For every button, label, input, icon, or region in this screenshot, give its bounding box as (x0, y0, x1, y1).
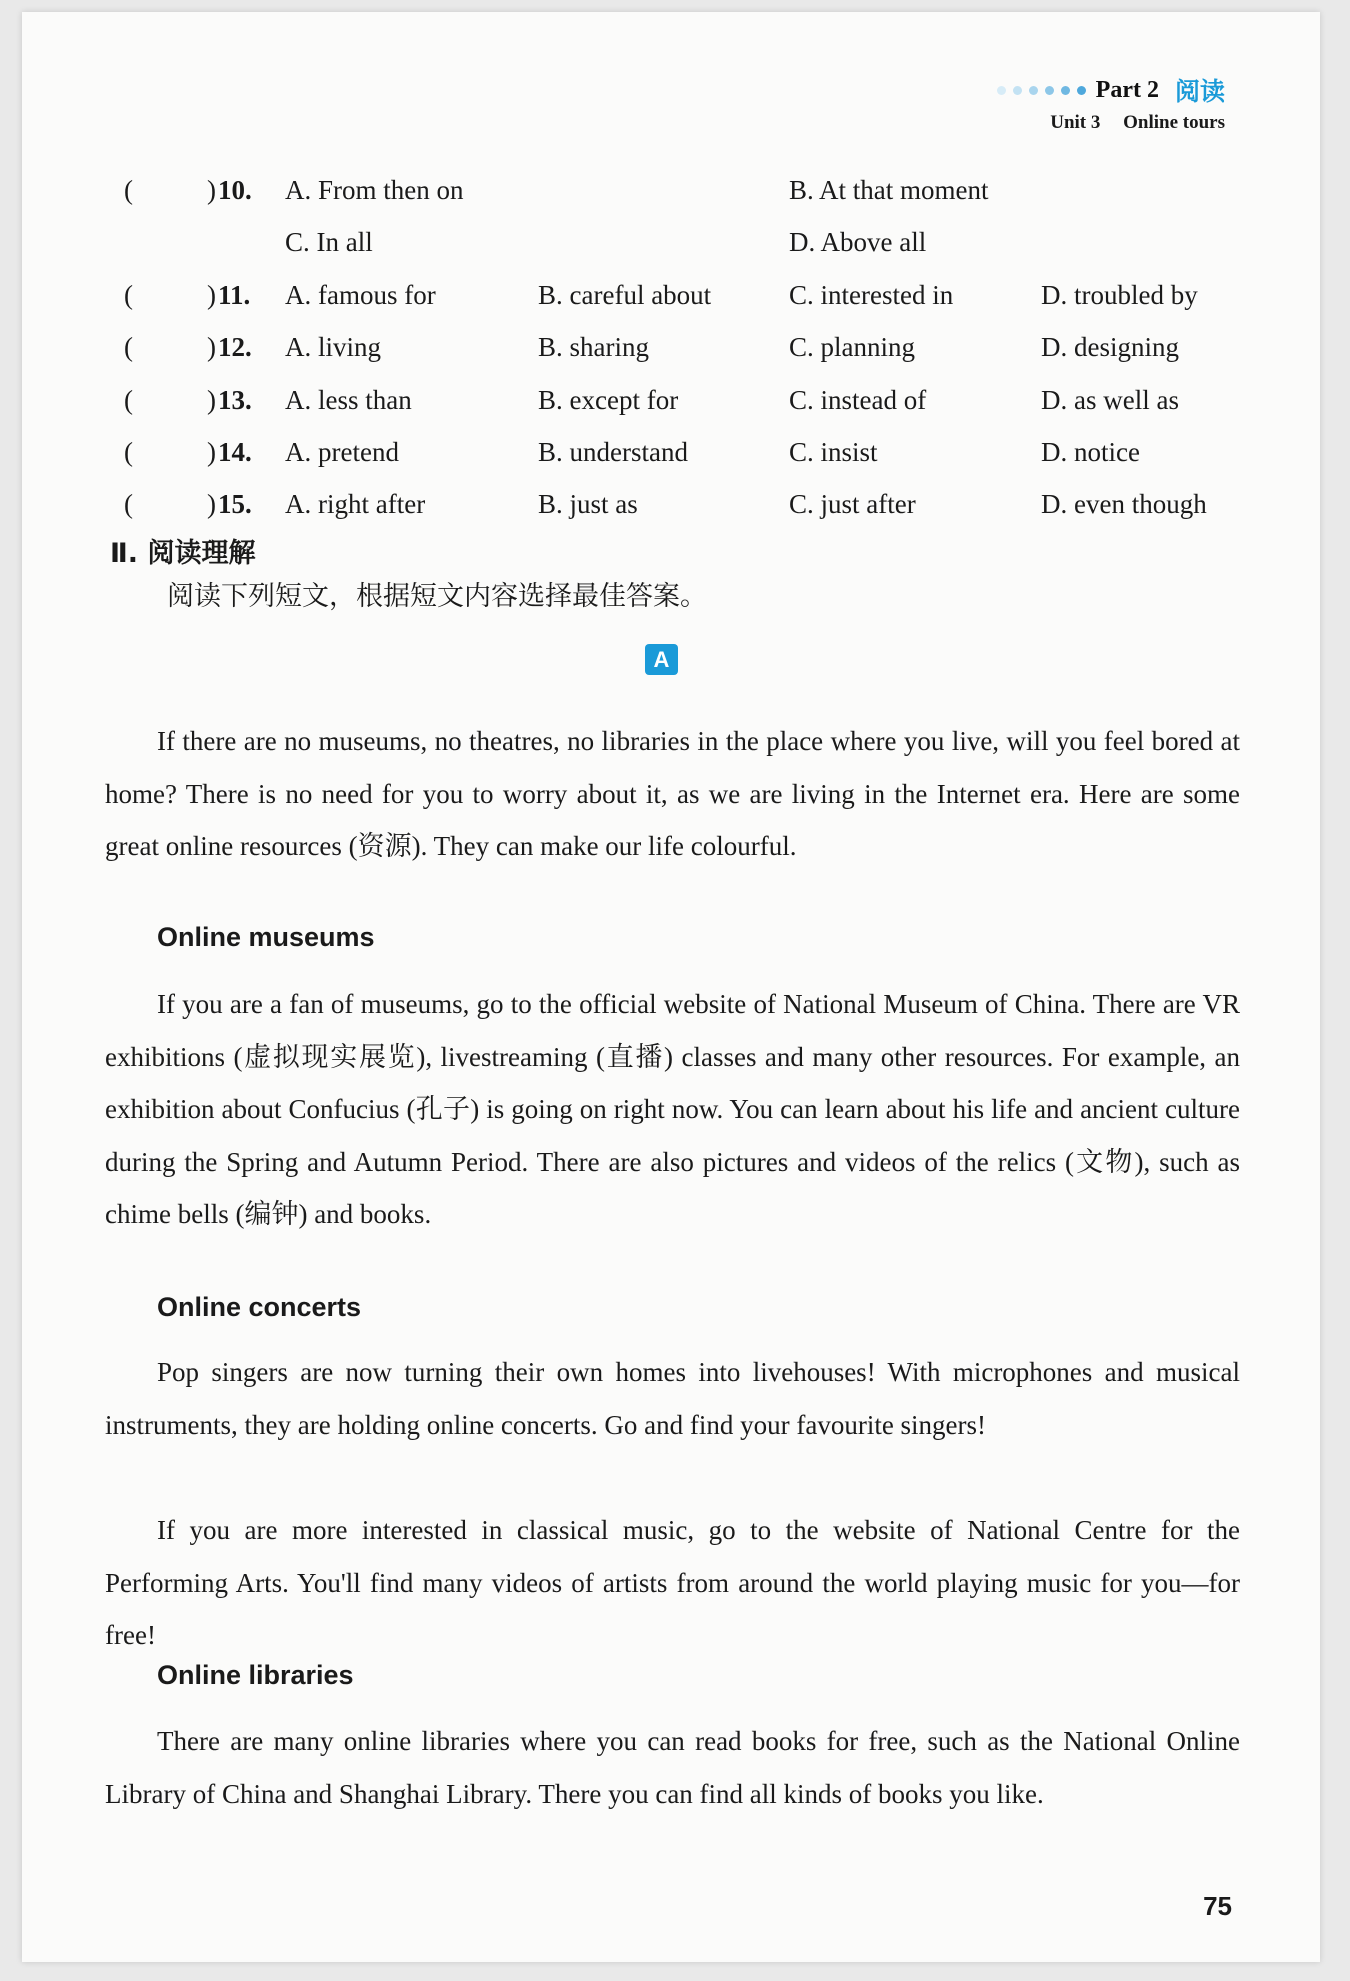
option-c: C. instead of (789, 385, 927, 415)
answer-paren-open: ( (124, 489, 133, 519)
question-row (102, 275, 1242, 315)
question-row-continued (102, 222, 1242, 262)
answer-paren-close: ) (207, 332, 216, 362)
option-a: A. pretend (285, 437, 399, 467)
part-title: 阅读 (1174, 77, 1225, 106)
answer-paren-open: ( (124, 385, 133, 415)
option-b: B. At that moment (789, 175, 989, 205)
dot-5 (1061, 86, 1070, 95)
answer-paren-open: ( (124, 332, 133, 362)
page-header (997, 72, 1225, 134)
option-d: D. even though (1041, 489, 1207, 519)
question-number: 15. (218, 489, 252, 519)
dot-6 (1077, 86, 1086, 95)
answer-paren-close: ) (207, 175, 216, 205)
answer-paren-close: ) (207, 489, 216, 519)
question-row (102, 380, 1242, 420)
page-number: 75 (1203, 1891, 1232, 1921)
paragraph-online-museums: If you are a fan of museums, go to the official website of National Museum of China. There are VR exhibitions (虚拟现实展览), livestreaming (直播) classes and many other resources. For example, an exhibition about Confucius (孔子) is going on right now. You can learn about his life and ancient culture during the Spring and Autumn Period. There are also pictures and videos of the relics (文物), such as chime bells (编钟) and books. (105, 989, 1240, 1229)
unit-title: Online tours (1123, 112, 1225, 133)
heading-online-museums: Online museums (157, 922, 375, 952)
answer-paren-open: ( (124, 280, 133, 310)
question-row (102, 432, 1242, 472)
answer-paren-open: ( (124, 437, 133, 467)
heading-online-concerts: Online concerts (157, 1292, 362, 1322)
question-row (102, 327, 1242, 367)
option-c: C. planning (789, 332, 915, 362)
answer-paren-close: ) (207, 280, 216, 310)
question-number: 12. (218, 332, 252, 362)
option-b: B. except for (538, 385, 679, 415)
option-d: D. troubled by (1041, 280, 1198, 310)
passage-label-badge: A (645, 644, 678, 675)
question-row (102, 170, 1242, 210)
part-label: Part 2 (1095, 76, 1159, 103)
dot-4 (1045, 86, 1054, 95)
paragraph-online-concerts-1: Pop singers are now turning their own homes into livehouses! With microphones and musical instruments, they are holding online concerts. Go and find your favourite singers! (105, 1357, 1240, 1440)
option-c: C. just after (789, 489, 916, 519)
answer-paren-open: ( (124, 175, 133, 205)
option-a: A. less than (285, 385, 412, 415)
option-c: C. In all (285, 227, 373, 257)
dot-1 (997, 86, 1006, 95)
question-row (102, 484, 1242, 524)
option-a: A. right after (285, 489, 426, 519)
dot-2 (1013, 86, 1022, 95)
textbook-page (22, 12, 1320, 1962)
passage-intro: If there are no museums, no theatres, no libraries in the place where you live, will you feel bored at home? There is no need for you to worry about it, as we are living in the Internet era. Here are some great online resources (资源). They can make our life colourful. (105, 726, 1240, 861)
dot-3 (1029, 86, 1038, 95)
option-a: A. famous for (285, 280, 436, 310)
option-c: C. interested in (789, 280, 954, 310)
unit-label: Unit 3 (1050, 112, 1101, 133)
question-number: 10. (218, 175, 252, 205)
option-d: D. designing (1041, 332, 1179, 362)
option-b: B. careful about (538, 280, 712, 310)
question-number: 13. (218, 385, 252, 415)
heading-online-libraries: Online libraries (157, 1660, 354, 1690)
section-instruction: 阅读下列短文，根据短文内容选择最佳答案。 (167, 581, 707, 612)
option-a: A. living (285, 332, 382, 362)
option-b: B. just as (538, 489, 638, 519)
option-d: D. notice (1041, 437, 1140, 467)
paragraph-online-libraries: There are many online libraries where you can read books for free, such as the National Online Library of China and Shanghai Library. There you can find all kinds of books you like. (105, 1726, 1240, 1809)
decorative-dots (997, 86, 1086, 95)
option-b: B. understand (538, 437, 688, 467)
question-number: 11. (218, 280, 251, 310)
option-c: C. insist (789, 437, 878, 467)
answer-paren-close: ) (207, 385, 216, 415)
option-b: B. sharing (538, 332, 649, 362)
answer-paren-close: ) (207, 437, 216, 467)
paragraph-online-concerts-2: If you are more interested in classical music, go to the website of National Centre for the Performing Arts. You'll find many videos of artists from around the world playing music for you—for free! (105, 1515, 1240, 1650)
section-title: Ⅱ. 阅读理解 (110, 538, 256, 569)
question-number: 14. (218, 437, 252, 467)
option-a: A. From then on (285, 175, 464, 205)
option-d: D. Above all (789, 227, 927, 257)
option-d: D. as well as (1041, 385, 1179, 415)
